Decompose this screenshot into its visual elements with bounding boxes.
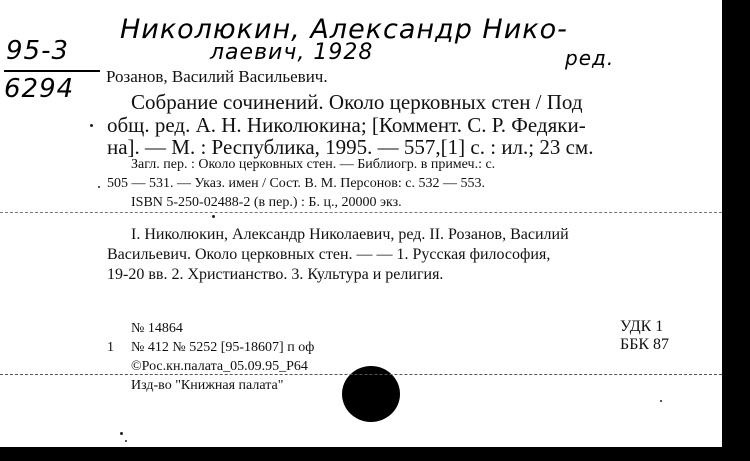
notes-line-2: 505 — 531. — Указ. имен / Сост. В. М. Персонов: с. 532 — 553. xyxy=(107,176,485,191)
dashed-rule-lower xyxy=(0,374,722,375)
card-heading: Розанов, Василий Васильевич. xyxy=(106,67,328,86)
tracing-line-1: I. Николюкин, Александр Николаевич, ред. II. Розанов, Василий xyxy=(131,226,569,243)
scan-speck xyxy=(660,400,662,402)
copy-count: 1 xyxy=(107,340,114,355)
description-line-1: Собрание сочинений. Около церковных стен / Под xyxy=(131,90,583,114)
handwritten-author-line-1: Николюкин, Александр Нико- xyxy=(120,14,568,45)
handwritten-author-line-2: лаевич, 1928 xyxy=(210,40,374,65)
tracing-line-3: 19-20 вв. 2. Христианство. 3. Культура и религия. xyxy=(107,266,444,283)
handwritten-editor-note: ред. xyxy=(565,46,615,70)
description-line-2: общ. ред. А. Н. Николюкина; [Коммент. С. Р. Федяки- xyxy=(107,113,586,137)
scan-speck xyxy=(125,440,127,442)
scan-speck xyxy=(120,432,123,435)
notes-line-3: ISBN 5-250-02488-2 (в пер.) : Б. ц., 20000 экз. xyxy=(131,195,402,210)
chamber-stamp: ©Рос.кн.палата_05.09.95_Р64 xyxy=(131,359,308,374)
tracing-line-2: Васильевич. Около церковных стен. — — 1. Русская философия, xyxy=(107,246,551,263)
description-line-3: на]. — М. : Республика, 1995. — 557,[1] с. : ил.; 23 см. xyxy=(107,135,594,159)
record-number: № 14864 xyxy=(131,321,183,336)
udk-code: УДК 1 xyxy=(620,318,664,335)
shelf-code-underline xyxy=(4,70,100,72)
notes-line-1: Загл. пер. : Около церковных стен. — Библиогр. в примеч.: с. xyxy=(131,157,496,172)
bbk-code: ББК 87 xyxy=(620,336,670,353)
scan-speck xyxy=(90,124,93,127)
handwritten-card-number: 6294 xyxy=(4,74,75,104)
publisher-note: Изд-во "Книжная палата" xyxy=(131,378,284,393)
scan-speck xyxy=(212,215,215,218)
registration-numbers: № 412 № 5252 [95-18607] п оф xyxy=(131,340,315,355)
dashed-rule-upper xyxy=(0,212,722,213)
scan-speck xyxy=(98,186,100,188)
handwritten-shelf-code: 95-3 xyxy=(6,36,70,66)
